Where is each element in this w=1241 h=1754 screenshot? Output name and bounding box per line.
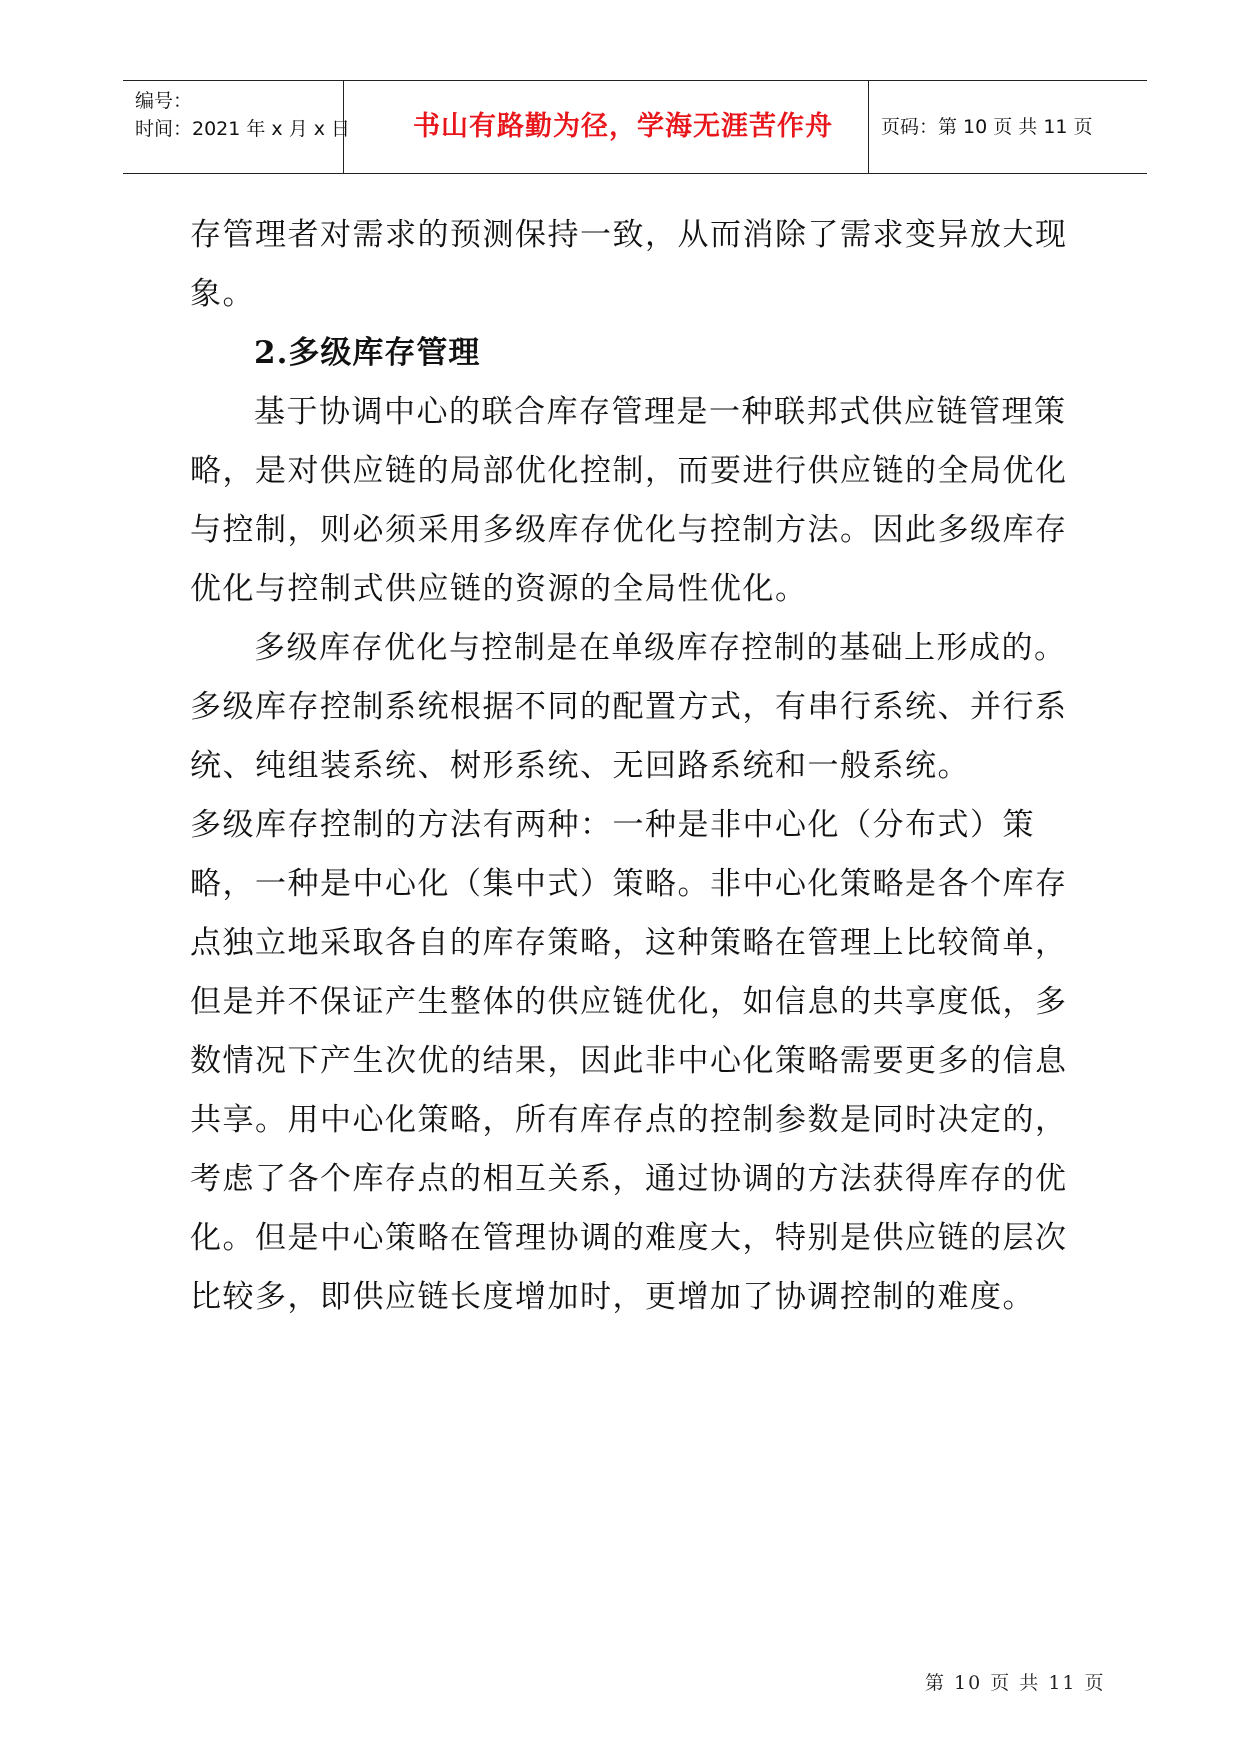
document-time: 时间：2021 年 x 月 x 日: [135, 118, 351, 140]
page-header: [123, 80, 1147, 174]
header-page-number: 页码：第 10 页 共 11 页: [881, 116, 1093, 138]
header-divider-right: [868, 81, 869, 173]
paragraph: 基于协调中心的联合库存管理是一种联邦式供应链管理策略，是对供应链的局部优化控制，而要进行供应链的全局优化与控制，则必须采用多级库存优化与控制方法。因此多级库存优化与控制式供应链的资源的全局性优化。: [190, 394, 1068, 607]
header-motto: 书山有路勤为径，学海无涯苦作舟: [413, 111, 833, 142]
section-heading: 2.多级库存管理: [254, 335, 481, 371]
header-divider-left: [343, 81, 344, 173]
paragraph-continuation: 存管理者对需求的预测保持一致，从而消除了需求变异放大现象。: [190, 217, 1068, 312]
document-number: 编号：: [135, 90, 193, 112]
header-meta: [135, 87, 350, 143]
paragraph: 多级库存优化与控制是在单级库存控制的基础上形成的。多级库存控制系统根据不同的配置方式，有串行系统、并行系统、纯组装系统、树形系统、无回路系统和一般系统。: [190, 630, 1068, 784]
page-footer: 第 10 页 共 11 页: [925, 1672, 1106, 1694]
document-body: [190, 206, 1090, 1327]
paragraph: 多级库存控制的方法有两种：一种是非中心化（分布式）策略，一种是中心化（集中式）策略。非中心化策略是各个库存点独立地采取各自的库存策略，这种策略在管理上比较简单，但是并不保证产生整体的供应链优化，如信息的共享度低，多数情况下产生次优的结果，因此非中心化策略需要更多的信息共享。用中心化策略，所有库存点的控制参数是同时决定的，考虑了各个库存点的相互关系，通过协调的方法获得库存的优化。但是中心策略在管理协调的难度大，特别是供应链的层次比较多，即供应链长度增加时，更增加了协调控制的难度。: [190, 807, 1068, 1315]
